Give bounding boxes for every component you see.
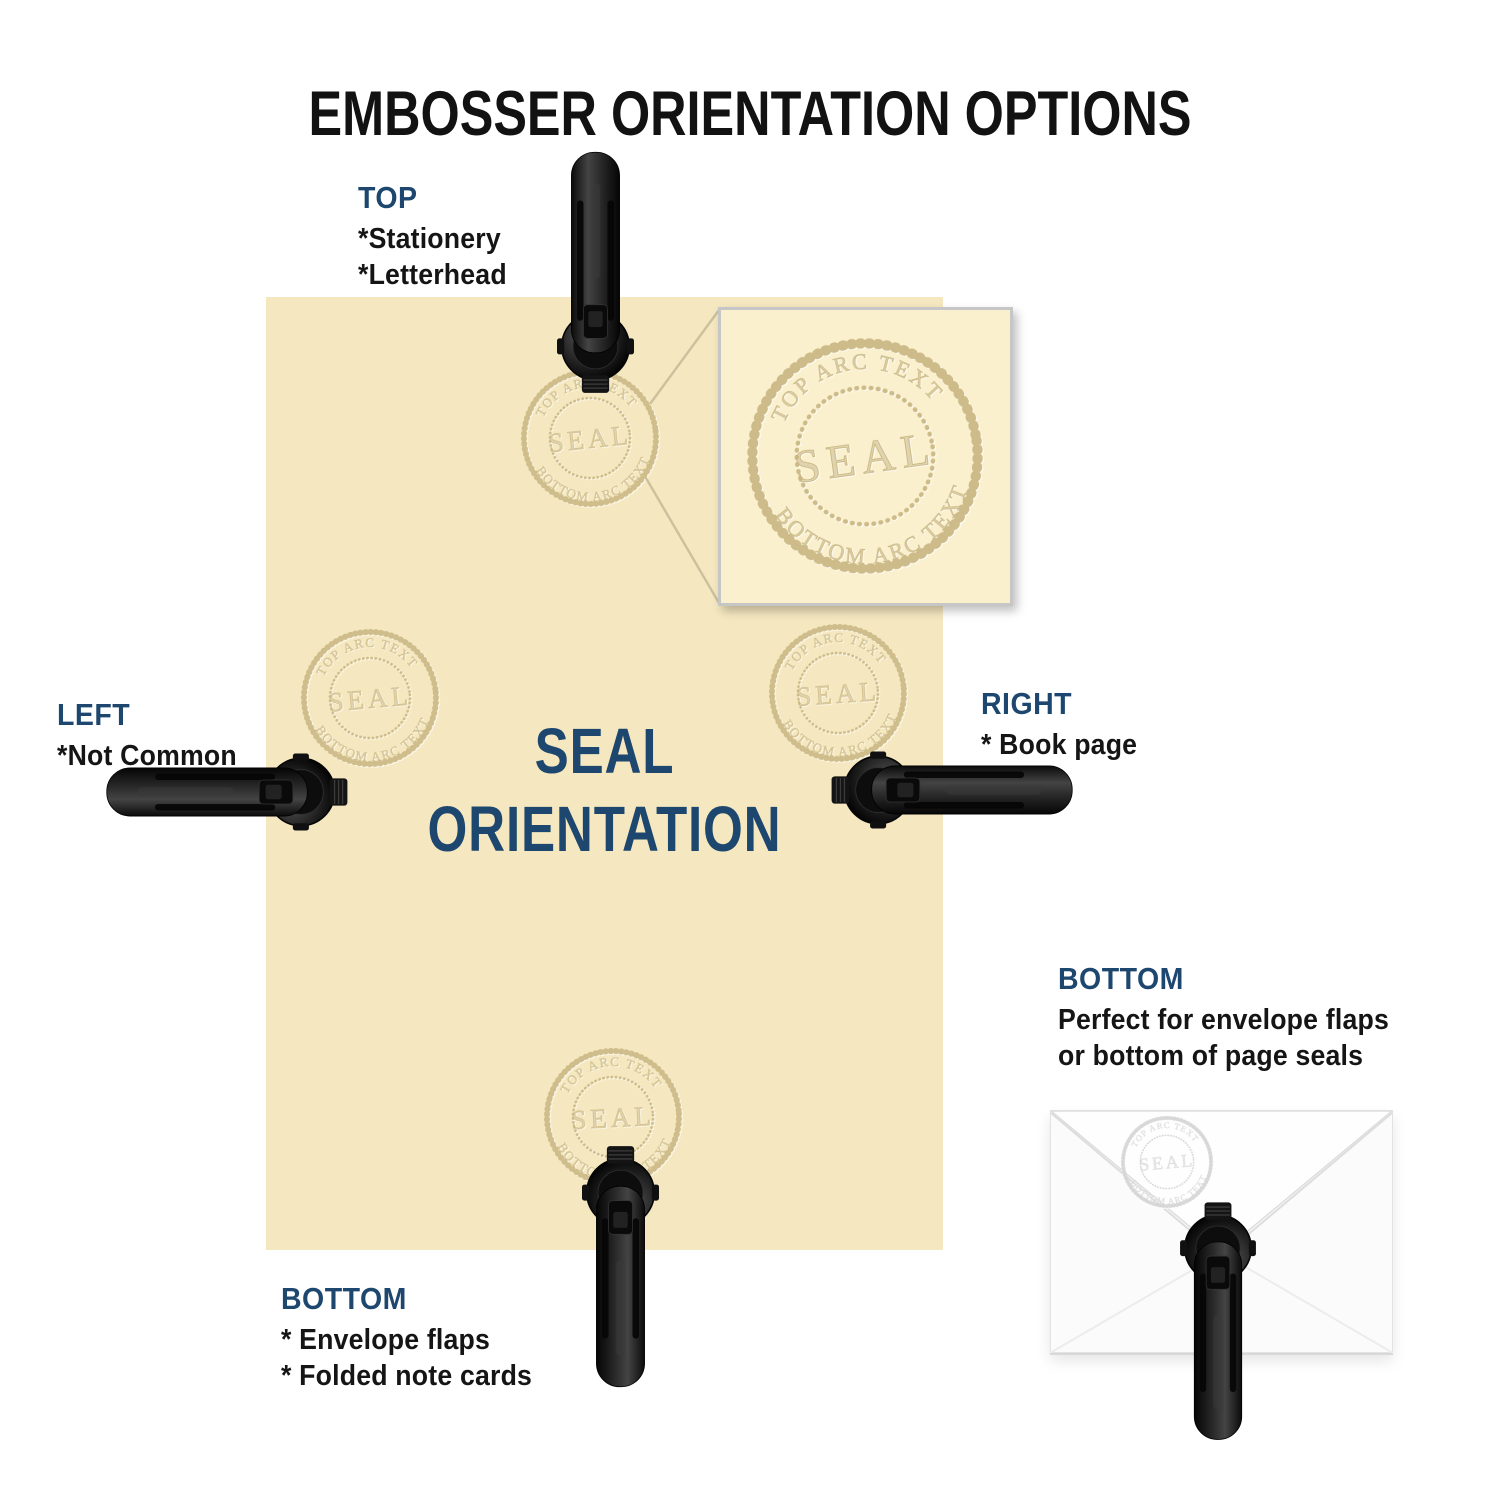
- label-right-heading: RIGHT: [981, 686, 1073, 721]
- label-left-heading: LEFT: [57, 697, 131, 732]
- label-left-item: *Not Common: [57, 740, 237, 772]
- embosser-clamp-envelope: [1180, 1196, 1256, 1441]
- label-bottom-left: [281, 1281, 532, 1394]
- page-title: EMBOSSER ORIENTATION OPTIONS: [308, 79, 1192, 150]
- label-top-item: *Letterhead: [358, 259, 507, 291]
- embossed-seal-closeup: [720, 311, 1009, 600]
- label-left: [57, 697, 237, 774]
- label-top-item: *Stationery: [358, 223, 501, 255]
- embosser-clamp-top: [557, 150, 634, 400]
- label-top: [358, 180, 507, 293]
- label-bottom-right-item: or bottom of page seals: [1058, 1040, 1364, 1072]
- embosser-clamp-right: [825, 752, 1075, 829]
- label-bottom-right-item: Perfect for envelope flaps: [1058, 1004, 1389, 1036]
- embosser-clamp-bottom: [582, 1139, 659, 1389]
- label-bottom-left-heading: BOTTOM: [281, 1281, 407, 1316]
- label-bottom-left-item: * Envelope flaps: [281, 1324, 491, 1356]
- label-right: [981, 686, 1137, 763]
- label-bottom-right: [1058, 961, 1389, 1074]
- paper-caption-line2: ORIENTATION: [427, 793, 782, 865]
- label-top-heading: TOP: [358, 180, 418, 215]
- label-right-item: * Book page: [981, 729, 1138, 761]
- label-bottom-left-item: * Folded note cards: [281, 1360, 533, 1392]
- paper-caption-line1: SEAL: [534, 715, 675, 787]
- embossed-seal-right: [758, 613, 918, 773]
- label-bottom-right-heading: BOTTOM: [1058, 961, 1184, 996]
- seal-closeup-inset: [718, 307, 1013, 606]
